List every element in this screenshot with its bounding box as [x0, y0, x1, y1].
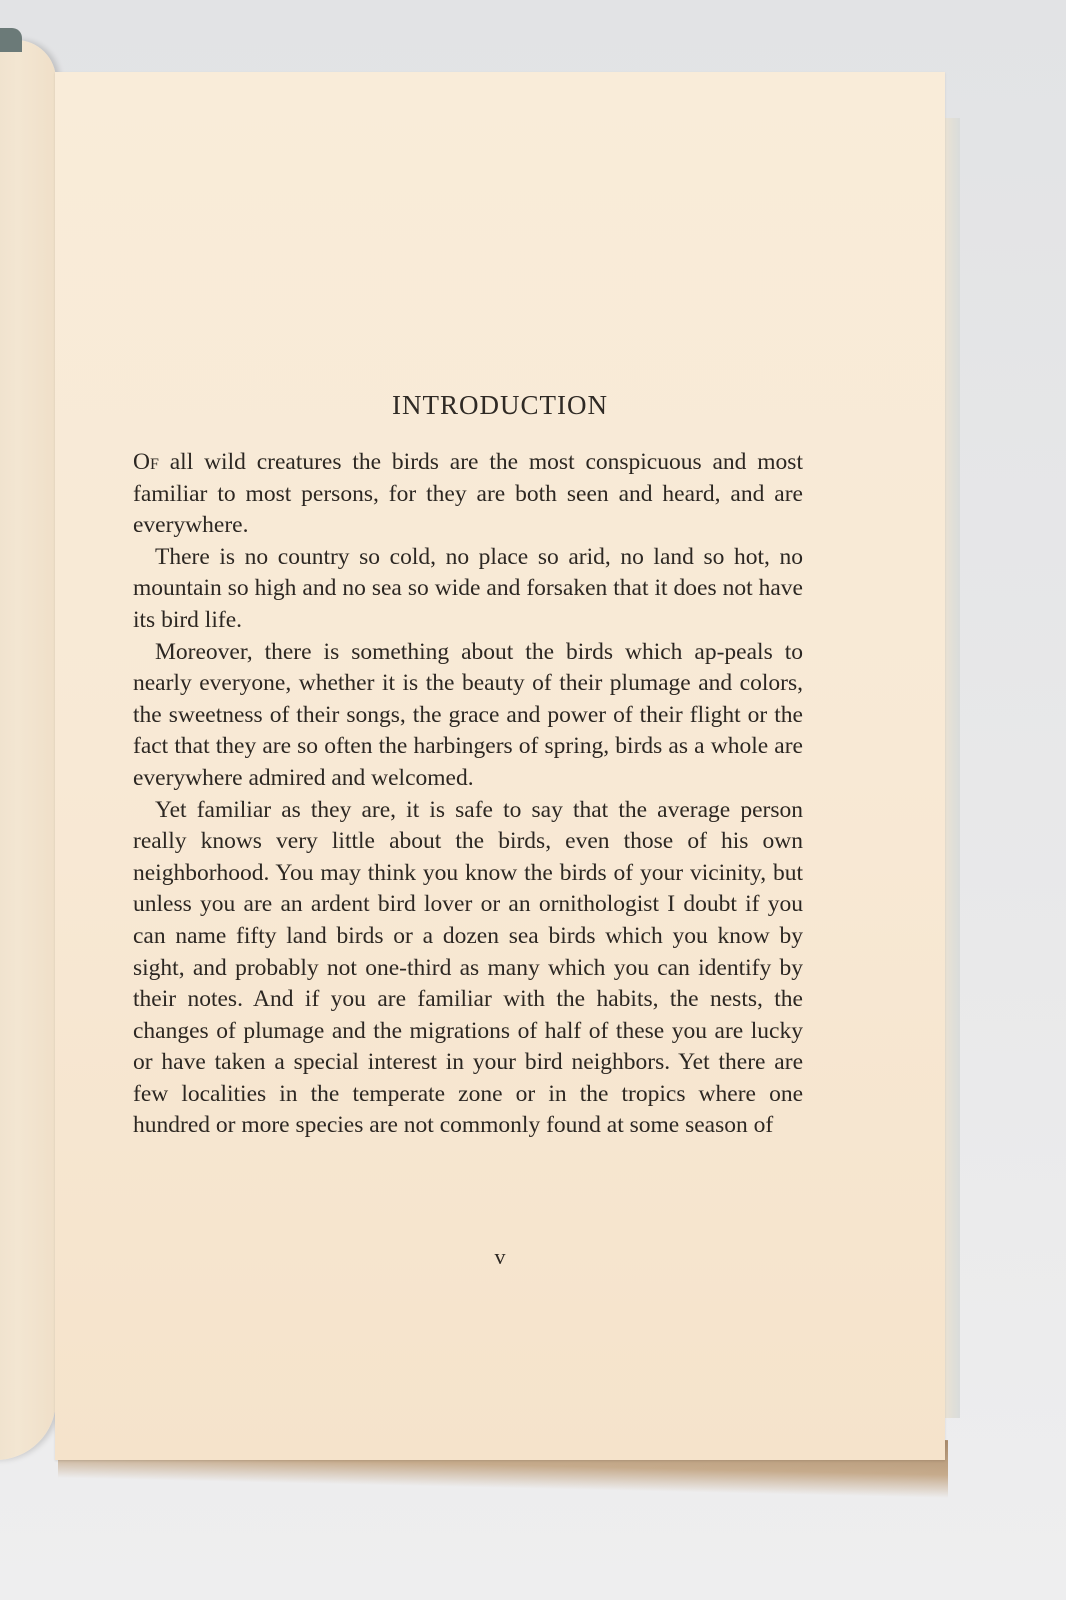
paragraph-1 [133, 447, 803, 542]
paragraph-2: There is no country so cold, no place so arid, no land so hot, no mountain so high and no sea so wide and forsaken that it does not have its bird life. [133, 543, 803, 633]
page-number: v [494, 1244, 506, 1269]
book-page [55, 72, 945, 1460]
body-text [133, 447, 803, 1142]
paragraph-3: Moreover, there is something about the birds which ap-peals to nearly everyone, whether it is the beauty of their plumage and colors, the sweetness of their songs, the grace and power of their flight or the fact that they are so often the harbingers of spring, birds as a whole are everywhere admired and welcomed. [133, 638, 803, 791]
paragraph-text: all wild creatures the birds are the most conspicuous and most familiar to most persons, for they are both seen and heard, and are everywhere. [133, 449, 803, 539]
chapter-heading: INTRODUCTION [392, 390, 608, 420]
drop-lead-word: Of [133, 449, 159, 475]
paragraph-4: Yet familiar as they are, it is safe to say that the average person really knows very little about the birds, even those of his own neighborhood. You may think you know the birds of your vicinity, but unless you are an ardent bird lover or an ornithologist I doubt if you can name fifty land birds or a dozen sea birds which you know by sight, and probably not one-third as many which you can identify by their notes. And if you are familiar with the habits, the nests, the changes of plumage and the migrations of half of these you are lucky or have taken a special interest in your bird neighbors. Yet there are few localities in the temperate zone or in the tropics where one hundred or more species are not commonly found at some season of [133, 796, 803, 1139]
book-cover-corner [0, 28, 22, 52]
left-page-edge [0, 40, 56, 1460]
